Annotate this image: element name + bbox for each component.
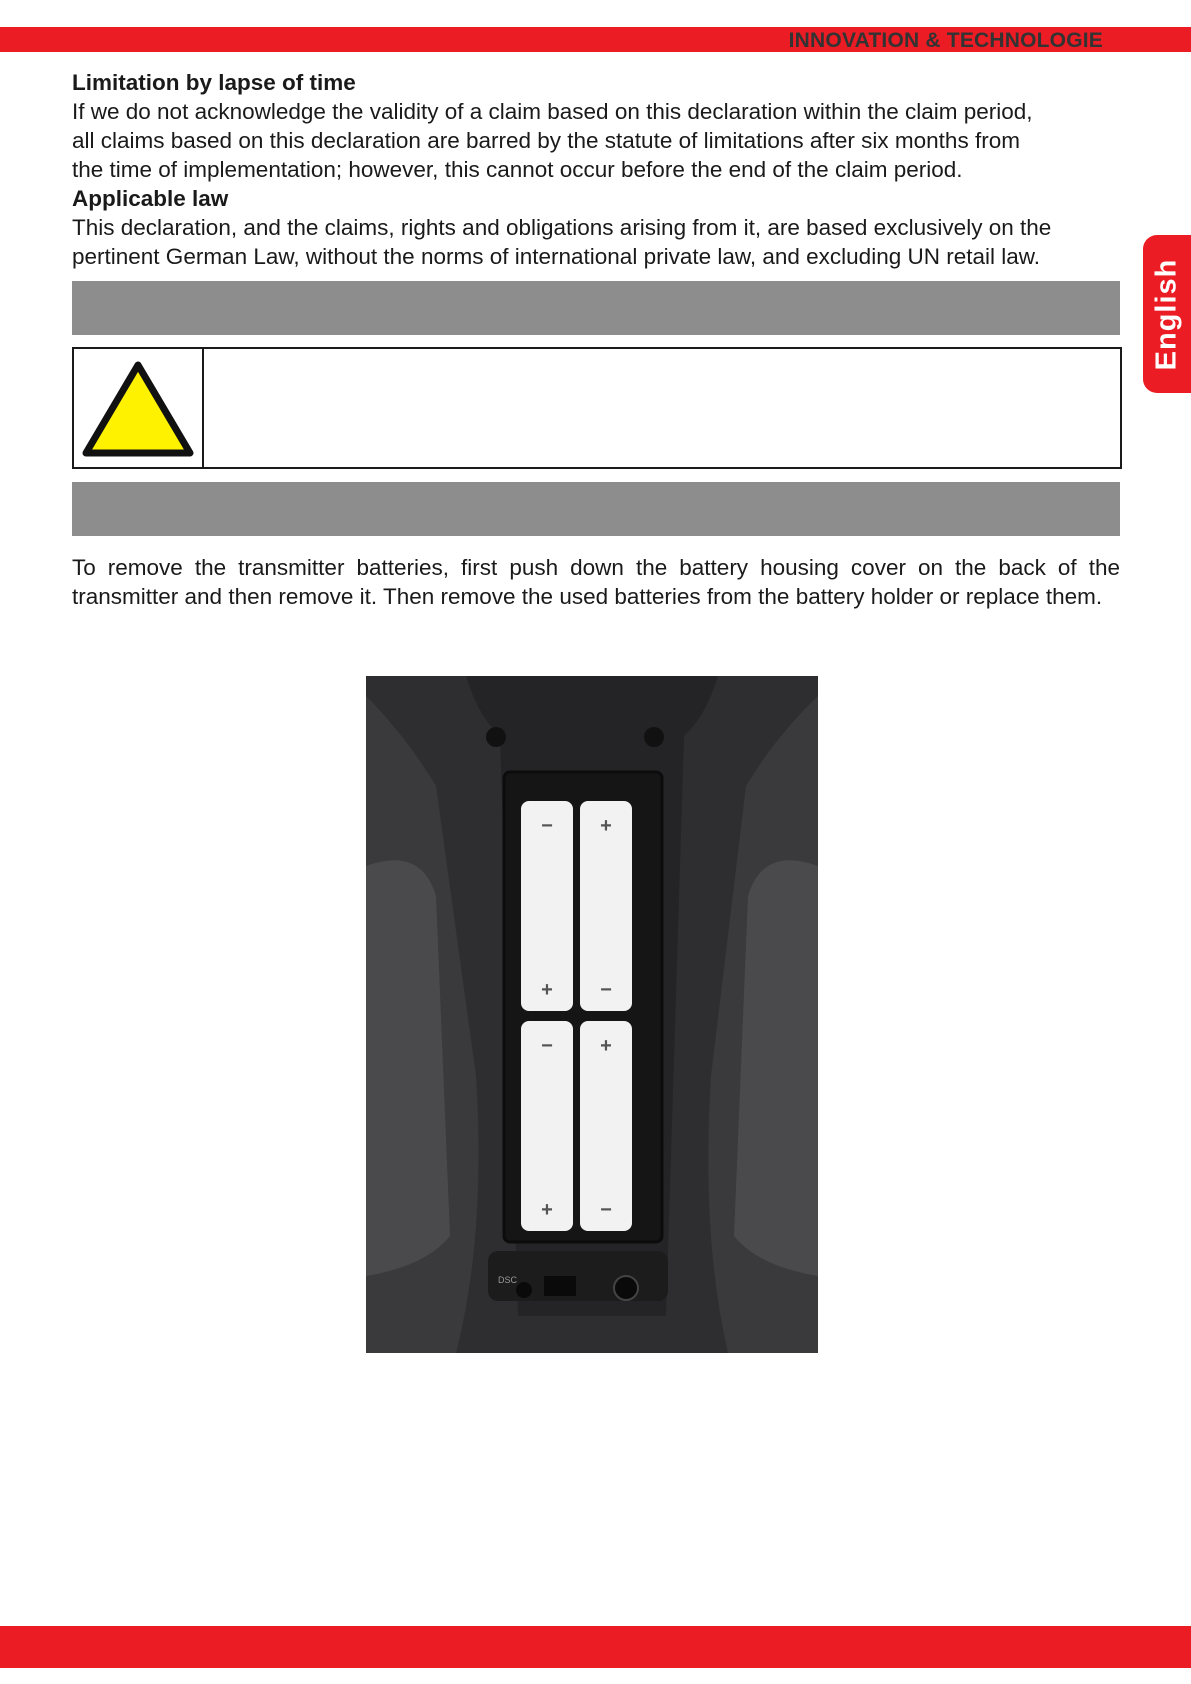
applicable-law-heading: Applicable law — [72, 186, 229, 211]
limitation-heading: Limitation by lapse of time — [72, 70, 356, 95]
section-header-bar — [72, 281, 1120, 335]
limitation-section — [72, 68, 1120, 271]
battery-2-top-sign: + — [600, 815, 612, 837]
language-tab-label: English — [1150, 258, 1183, 370]
applicable-law-line-2: pertinent German Law, without the norms of international private law, and excluding UN retail law. — [72, 244, 1041, 269]
port-label: DSC — [498, 1275, 518, 1285]
applicable-law-line-1: This declaration, and the claims, rights and obligations arising from it, are based exclusively on the — [72, 215, 1052, 240]
warning-icon-cell — [74, 349, 204, 467]
battery-4-top-sign: + — [600, 1035, 612, 1057]
battery-4-bottom-sign: − — [600, 1199, 612, 1221]
transmitter-battery-photo — [366, 676, 818, 1353]
limitation-line-1: If we do not acknowledge the validity of a claim based on this declaration within the claim period, — [72, 99, 1033, 124]
battery-1-bottom-sign: + — [541, 979, 553, 1001]
warning-triangle-icon — [80, 359, 196, 459]
limitation-line-3: the time of implementation; however, this cannot occur before the end of the claim period. — [72, 157, 963, 182]
limitation-line-2: all claims based on this declaration are barred by the statute of limitations after six months from — [72, 128, 1020, 153]
footer-bar — [0, 1626, 1191, 1668]
warning-box — [72, 347, 1122, 469]
battery-2-bottom-sign: − — [600, 979, 612, 1001]
battery-3-top-sign: − — [541, 1035, 553, 1057]
battery-3-bottom-sign: + — [541, 1199, 553, 1221]
battery-instruction: To remove the transmitter batteries, first push down the battery housing cover on the back of the transmitter and then remove it. Then remove the used batteries from the battery holder or replace them. — [72, 555, 1120, 609]
brand-title: INNOVATION & TECHNOLOGIE — [788, 29, 1103, 52]
language-tab-label-wrap — [1143, 235, 1191, 393]
battery-1-top-sign: − — [541, 815, 553, 837]
section-header-bar-2 — [72, 482, 1120, 536]
